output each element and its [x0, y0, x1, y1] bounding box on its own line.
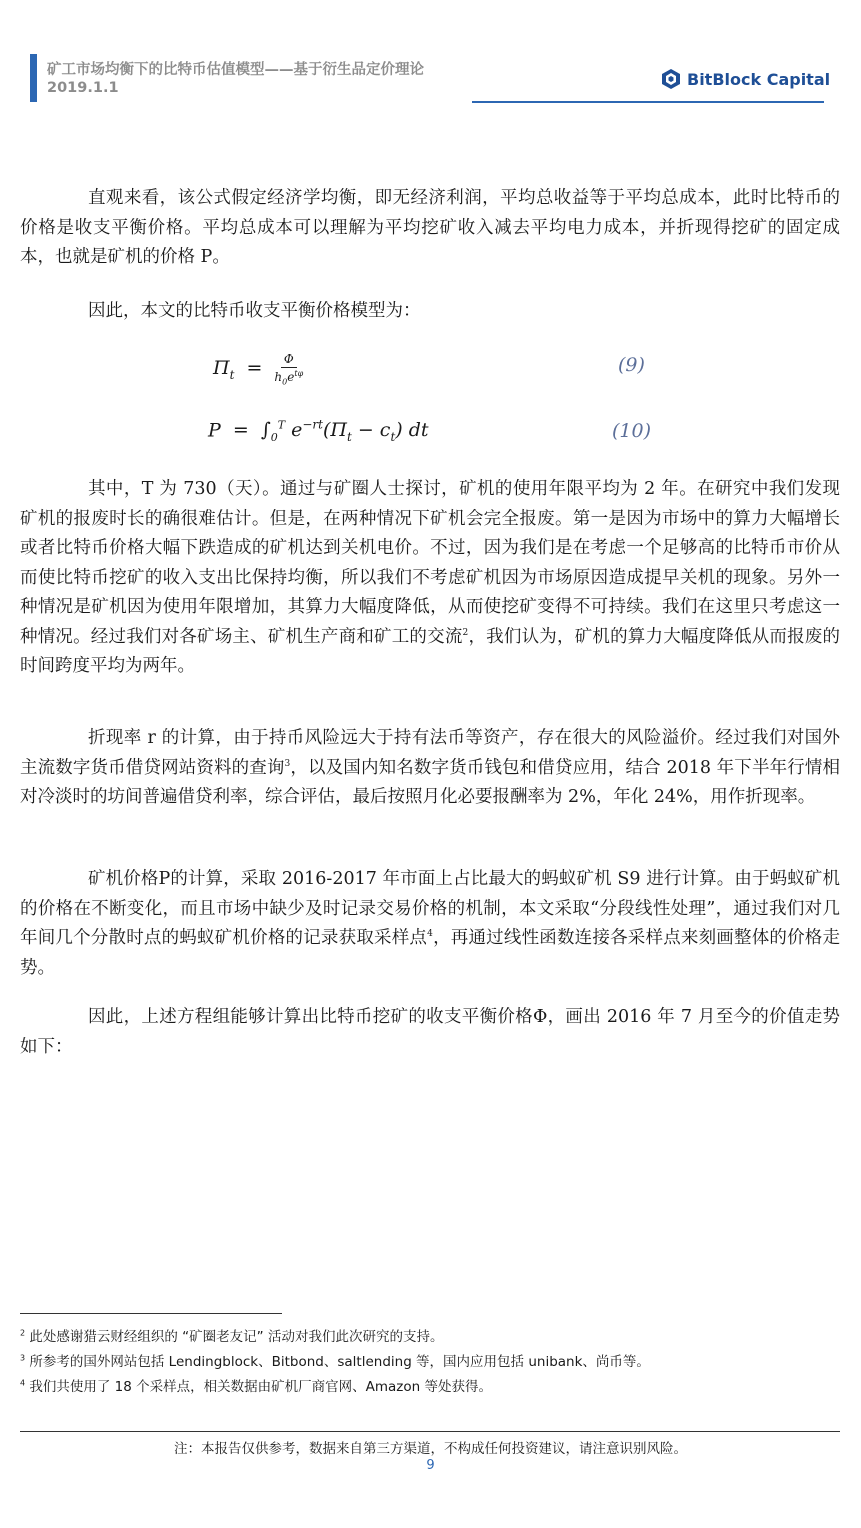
- footnote-ref-4: 4: [427, 929, 433, 940]
- paragraph-intro: 直观来看，该公式假定经济学均衡，即无经济利润，平均总收益等于平均总成本，此时比特币的价格是收支平衡价格。平均总成本可以理解为平均挖矿收入减去平均电力成本，并折现得挖矿的固定成本，也就是矿机的价格 P。: [20, 188, 840, 267]
- report-date: 2019.1.1: [47, 80, 119, 96]
- brand-logo: [660, 68, 830, 90]
- footnote-ref-2: 2: [462, 627, 469, 638]
- paragraph-lifetime: 其中，T 为 730（天）。通过与矿圈人士探讨，矿机的使用年限平均为 2 年。在研究中我们发现矿机的报废时长的确很难估计。但是，在两种情况下矿机会完全报废。第一是因为市场中的算力大幅增长或者比特币价格大幅下跌造成的矿机达到关机电价。不过，因为我们是在考虑一个足够高的比特币市价从而使比特币挖矿的收入支出比保持均衡，所以我们不考虑矿机因为市场原因造成提早关机的现象。另外一种情况是矿机因为使用年限增加，其算力大幅度降低，从而使挖矿变得不可持续。我们在这里只考虑这一种情况。经过我们对各矿场主、矿机生产商和矿工的交流$^2$，我们认为，矿机的算力大幅度降低从而报废的时间跨度平均为两年。: [20, 479, 841, 676]
- bitblock-logo-icon: [660, 68, 682, 90]
- footnote-divider: [20, 1313, 282, 1314]
- equation-9-number: (9): [618, 354, 645, 376]
- header-divider: [472, 101, 824, 103]
- footnote-2: $^2$ 此处感谢猎云财经组织的 “矿圈老友记” 活动对我们此次研究的支持。: [20, 1328, 444, 1345]
- disclaimer: 注：本报告仅供参考，数据来自第三方渠道，不构成任何投资建议，请注意识别风险。: [174, 1441, 687, 1457]
- logo-text: BitBlock Capital: [687, 69, 831, 89]
- footer-divider: [20, 1431, 840, 1432]
- footnote-ref-3: 3: [284, 758, 291, 769]
- page-number: 9: [426, 1458, 435, 1473]
- footnote-4: $^4$ 我们共使用了 18 个采样点，相关数据由矿机厂商官网、Amazon 等处获得。: [20, 1378, 493, 1395]
- equation-9: $\Pi_t$ = $\frac{\Phi}{h_0e^{t\varphi}}$: [213, 352, 304, 387]
- paragraph-conclusion: 因此，上述方程组能够计算出比特币挖矿的收支平衡价格Φ，画出 2016 年 7 月至今的价值走势如下：: [20, 1007, 840, 1057]
- footnote-3: $^3$ 所参考的国外网站包括 Lendingblock、Bitbond、saltlending 等，国内应用包括 unibank、尚币等。: [20, 1353, 650, 1370]
- paragraph-discount-rate: 折现率 r 的计算，由于持币风险远大于持有法币等资产，存在很大的风险溢价。经过我们对国外主流数字货币借贷网站资料的查询$^3$，以及国内知名数字货币钱包和借贷应用，结合 2018 年下半年行情相对冷淡时的坊间普遍借贷利率，综合评估，最后按照月化必要报酬率为 2%，年化 24%，用作折现率。: [20, 728, 840, 807]
- paragraph-model-intro: 因此，本文的比特币收支平衡价格模型为：: [88, 301, 421, 321]
- report-title: 矿工市场均衡下的比特币估值模型——基于衍生品定价理论: [47, 62, 424, 78]
- header-accent-bar: [30, 54, 37, 102]
- paragraph-miner-price: 矿机价格P的计算，采取 2016-2017 年市面上占比最大的蚂蚁矿机 S9 进行计算。由于蚂蚁矿机的价格在不断变化，而且市场中缺少及时记录交易价格的机制，本文采取“分段线性处理”，通过我们对几年间几个分散时点的蚂蚁矿机价格的记录获取采样点$^4$，再通过线性函数连接各采样点来刻画整体的价格走势。: [20, 869, 841, 978]
- equation-10-number: (10): [612, 420, 652, 442]
- equation-10: $P = \int_0^T$ $e^{-rt}(\Pi_t - c_t)$ dt: [208, 418, 429, 445]
